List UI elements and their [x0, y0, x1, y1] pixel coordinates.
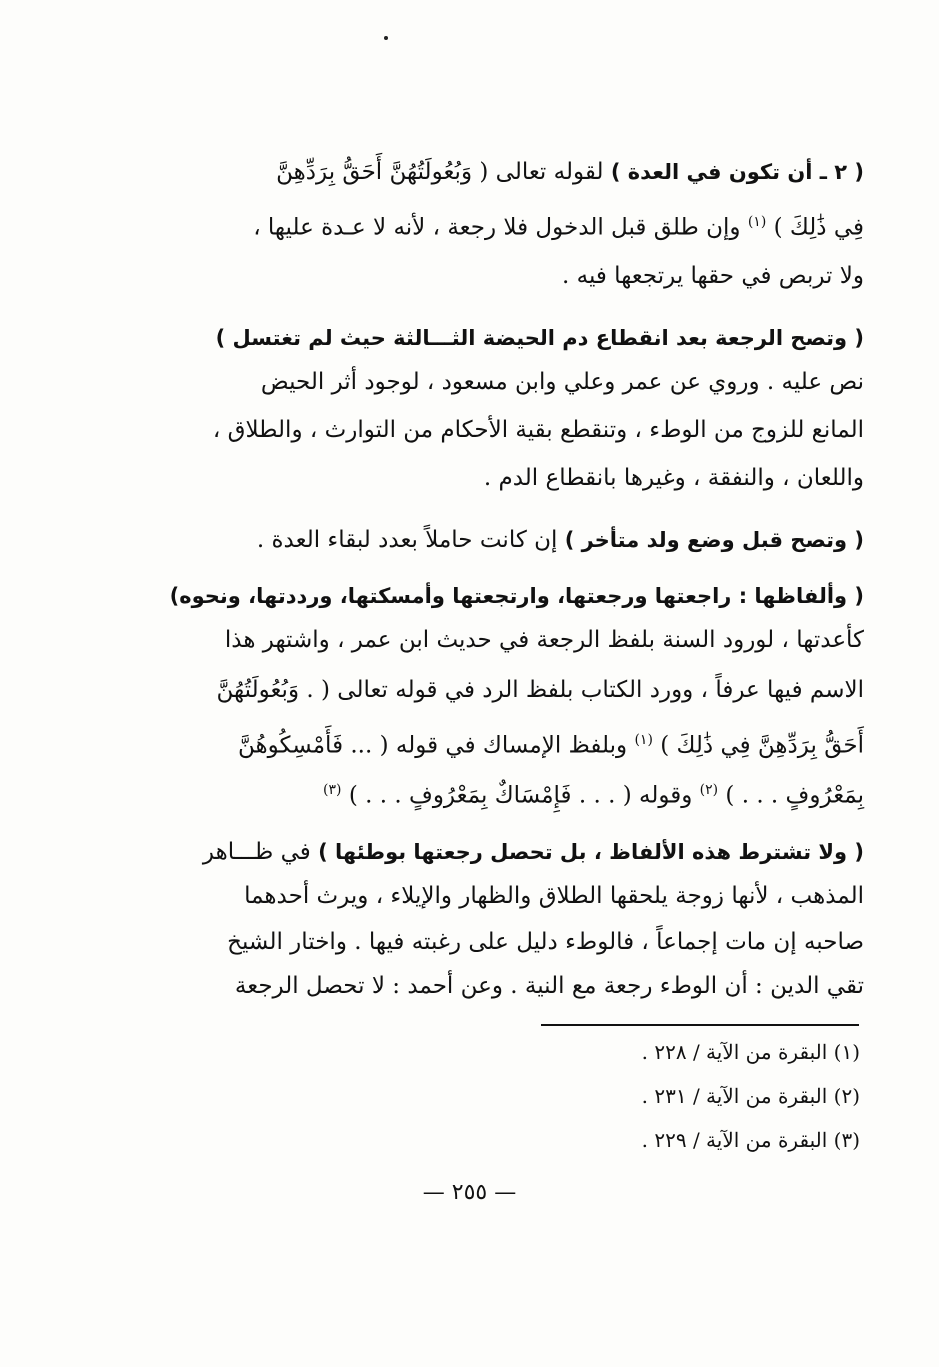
p1-line-3-text: ولا تربص في حقها يرتجعها فيه . — [561, 263, 864, 289]
page-number: — ٢٥٥ — — [422, 1180, 517, 1205]
p4-line-4 — [218, 720, 864, 764]
p5-line-4-text: تقي الدين : أن الوطء رجعة مع النية . وعن أحمد : لا تحصل الرجعة — [234, 973, 864, 999]
p5-line-1 — [202, 832, 864, 876]
p5-line-2-text: المذهب ، لأنها زوجة يلحقها الطلاق والظهار والإيلاء ، ويرث أحدهما — [244, 883, 864, 909]
p3-line-1-text: إن كانت حاملاً بعدد لبقاء العدة . — [256, 527, 558, 553]
p2-line-3 — [212, 410, 864, 454]
p4-line-5-text: وقوله ( . . . فَإِمْسَاكٌ بِمَعْرُوفٍ . . . ) — [348, 782, 693, 809]
footnote-ref: (٢) — [699, 782, 719, 798]
p5-line-2 — [218, 876, 864, 920]
p1-line-2 — [218, 202, 864, 246]
p2-heading: ( وتصح الرجعة بعد انقطاع دم الحيضة الثـــالثة حيث لم تغتسل ) — [215, 326, 864, 350]
p2-line-2 — [218, 362, 864, 406]
footnote-3: (٣) البقرة من الآية / ٢٢٩ . — [641, 1128, 860, 1152]
p2-line-1 — [215, 318, 864, 362]
footnote-ref: (١) — [634, 732, 653, 748]
footnote-separator — [541, 1024, 859, 1026]
ink-dot — [384, 36, 388, 40]
p1-line-1-text: لقوله تعالى ( وَبُعُولَتُهُنَّ أَحَقُّ بِرَدِّهِنَّ — [276, 159, 604, 185]
p4-line-4-text: وبلفظ الإمساك في قوله ( ... فَأَمْسِكُوهُنَّ — [238, 732, 628, 759]
p5-line-4 — [218, 966, 864, 1010]
p4-line-3 — [218, 670, 864, 714]
p3-line-1 — [218, 520, 864, 564]
p5-heading: ( ولا تشترط هذه الألفاظ ، بل تحصل رجعتها بوطئها ) — [318, 840, 864, 864]
p1-heading: ( ٢ ـ أن تكون في العدة ) — [610, 160, 864, 184]
p2-line-4 — [218, 458, 864, 502]
p5-line-3 — [218, 922, 864, 966]
p1-line-1 — [218, 152, 864, 196]
p4-verse: أَحَقُّ بِرَدِّهِنَّ فِي ذَٰلِكَ ) — [660, 732, 864, 759]
p4-line-5 — [218, 770, 864, 814]
p2-line-3-text: المانع للزوج من الوطء ، وتنقطع بقية الأحكام من التوارث ، والطلاق ، — [212, 417, 864, 443]
p1-line-2-text: وإن طلق قبل الدخول فلا رجعة ، لأنه لا عـدة عليها ، — [253, 214, 741, 241]
footnote-ref: (١) — [747, 214, 767, 230]
p2-line-2-text: نص عليه . وروي عن عمر وعلي وابن مسعود ، لوجود أثر الحيض — [260, 369, 864, 395]
p4-line-2 — [218, 620, 864, 664]
p4-line-3-text: الاسم فيها عرفاً ، وورد الكتاب بلفظ الرد في قوله تعالى ( . وَبُعُولَتُهُنَّ — [216, 677, 864, 703]
p5-line-1-text: في ظـــاهر — [202, 839, 311, 865]
p4-line-1 — [169, 576, 864, 620]
footnote-1: (١) البقرة من الآية / ٢٢٨ . — [641, 1040, 860, 1064]
p4-heading: ( وألفاظها : راجعتها ورجعتها، وارتجعتها وأمسكتها، ورددتها، ونحوه) — [169, 584, 864, 608]
p5-line-3-text: صاحبه إن مات إجماعاً ، فالوطء دليل على رغبته فيها . واختار الشيخ — [227, 929, 864, 955]
p4-verse-2: بِمَعْرُوفٍ . . . ) — [725, 782, 864, 809]
p3-heading: ( وتصح قبل وضع ولد متأخر ) — [564, 528, 864, 552]
p1-verse-end: فِي ذَٰلِكَ ) — [773, 214, 864, 241]
p2-line-4-text: واللعان ، والنفقة ، وغيرها بانقطاع الدم . — [483, 465, 864, 491]
footnote-2: (٢) البقرة من الآية / ٢٣١ . — [641, 1084, 860, 1108]
footnote-ref: (٣) — [323, 782, 342, 798]
p4-line-2-text: كأعدتها ، لورود السنة بلفظ الرجعة في حديث ابن عمر ، واشتهر هذا — [224, 627, 864, 653]
p1-line-3 — [218, 256, 864, 300]
